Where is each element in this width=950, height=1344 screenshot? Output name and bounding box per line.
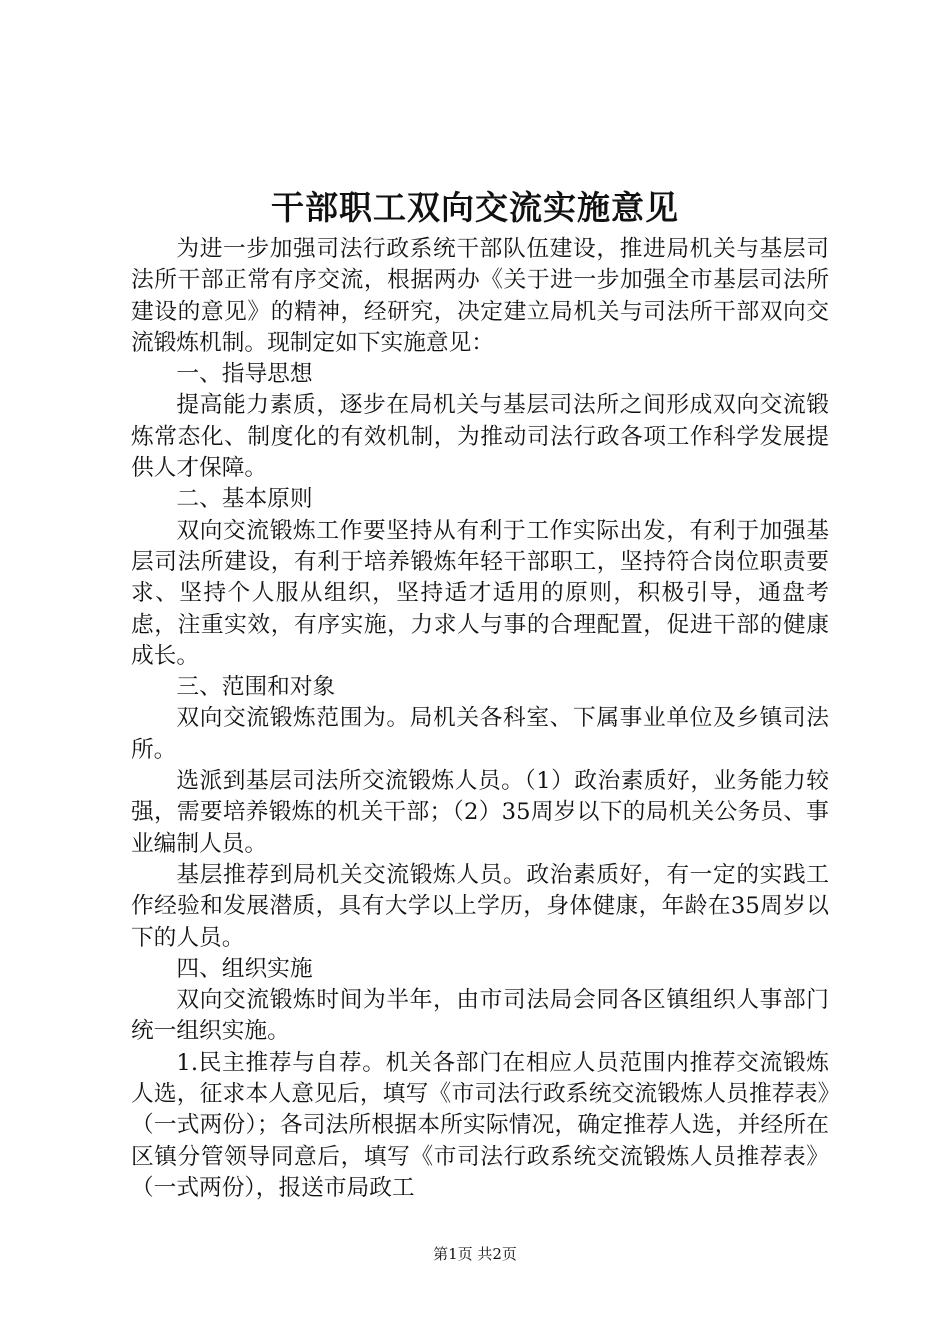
implementation-paragraph: 双向交流锻炼时间为半年，由市司法局会同各区镇组织人事部门统一组织实施。 xyxy=(131,987,829,1045)
section-heading-basic-principles: 二、基本原则 xyxy=(176,486,313,513)
page-number-footer: 第1页 共2页 xyxy=(433,1245,517,1263)
recommended-personnel-paragraph: 基层推荐到局机关交流锻炼人员。政治素质好，有一定的实践工作经验和发展潜质，具有大学以上学历，身体健康，年龄在35周岁以下的人员。 xyxy=(131,861,829,951)
section-heading-scope: 三、范围和对象 xyxy=(176,674,336,701)
basic-principles-paragraph: 双向交流锻炼工作要坚持从有利于工作实际出发，有利于加强基层司法所建设，有利于培养锻炼年轻干部职工，坚持符合岗位职责要求、坚持个人服从组织，坚持适才适用的原则，积极引导，通盘考虑，注重实效，有序实施，力求人与事的合理配置，促进干部的健康成长。 xyxy=(131,517,829,669)
document-body xyxy=(131,234,829,1204)
section-heading-guiding-ideology: 一、指导思想 xyxy=(176,361,313,388)
recommendation-paragraph: 1.民主推荐与自荐。机关各部门在相应人员范围内推荐交流锻炼人选，征求本人意见后，填写《市司法行政系统交流锻炼人员推荐表》（一式两份）；各司法所根据本所实际情况，确定推荐人选，并经所在区镇分管领导同意后，填写《市司法行政系统交流锻炼人员推荐表》（一式两份），报送市局政工 xyxy=(131,1049,829,1201)
dispatched-personnel-paragraph: 选派到基层司法所交流锻炼人员。（1）政治素质好，业务能力较强，需要培养锻炼的机关干部；（2）35周岁以下的局机关公务员、事业编制人员。 xyxy=(131,768,829,857)
document-title: 干部职工双向交流实施意见 xyxy=(271,188,679,227)
section-heading-implementation: 四、组织实施 xyxy=(176,955,313,982)
scope-paragraph: 双向交流锻炼范围为。局机关各科室、下属事业单位及乡镇司法所。 xyxy=(131,705,829,763)
intro-paragraph: 为进一步加强司法行政系统干部队伍建设，推进局机关与基层司法所干部正常有序交流，根据两办《关于进一步加强全市基层司法所建设的意见》的精神，经研究，决定建立局机关与司法所干部双向交流锻炼机制。现制定如下实施意见： xyxy=(131,236,829,356)
guiding-ideology-paragraph: 提高能力素质，逐步在局机关与基层司法所之间形成双向交流锻炼常态化、制度化的有效机制，为推动司法行政各项工作科学发展提供人才保障。 xyxy=(131,392,829,482)
